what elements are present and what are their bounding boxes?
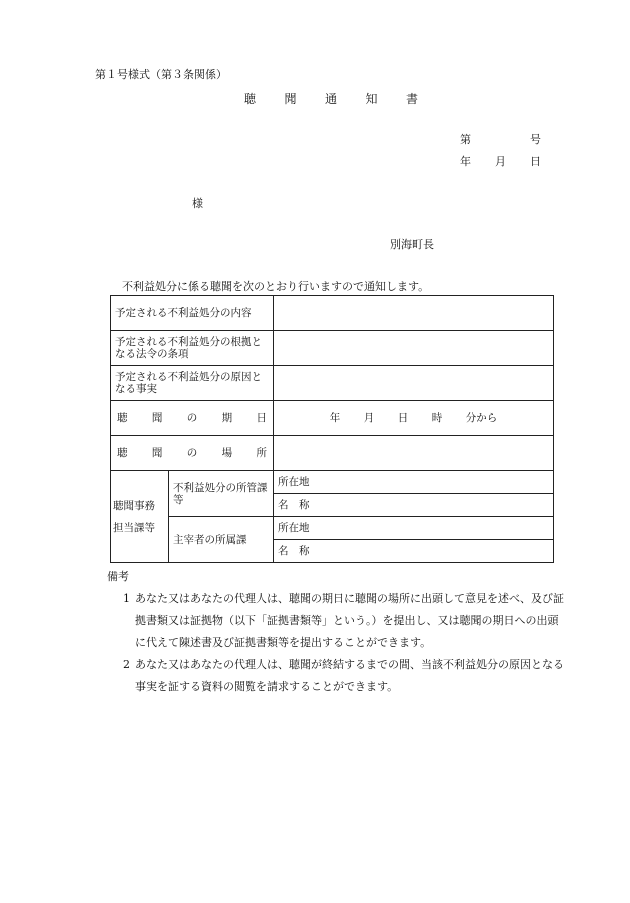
legal-basis-field[interactable] xyxy=(274,331,554,366)
office-label-line: 聴聞事務 xyxy=(113,499,155,512)
number-prefix: 第 xyxy=(460,133,471,146)
row-label: 予定される不利益処分の根拠となる法令の条項 xyxy=(111,331,274,366)
table-row xyxy=(111,517,554,540)
hearing-date-field[interactable] xyxy=(274,401,554,436)
date-year: 年 xyxy=(460,155,471,168)
reference-number xyxy=(460,131,541,147)
notes-section xyxy=(95,566,565,698)
date-month: 月 xyxy=(495,155,506,168)
label-char: の xyxy=(186,412,198,424)
title-char: 聞 xyxy=(284,92,297,106)
row-label xyxy=(111,401,274,436)
issue-date xyxy=(460,153,541,169)
title-char: 聴 xyxy=(244,92,257,106)
note-number: 2 xyxy=(123,658,130,671)
table-row xyxy=(111,366,554,401)
table-row xyxy=(111,296,554,331)
date-day: 日 xyxy=(530,155,541,168)
label-char: 聞 xyxy=(151,447,163,459)
title-char: 通 xyxy=(324,92,337,106)
field-location: 所在地 xyxy=(274,471,554,494)
date-part: 年 xyxy=(329,412,341,424)
form-number: 第１号様式（第３条関係） xyxy=(95,68,227,81)
label-char: 期 xyxy=(221,412,233,424)
label-char: 日 xyxy=(256,412,267,424)
office-sub-label: 不利益処分の所管課等 xyxy=(169,471,274,517)
table-row xyxy=(111,436,554,471)
field-name: 名 称 xyxy=(274,494,554,517)
label-char: 所 xyxy=(256,447,267,459)
title-char: 知 xyxy=(365,92,378,106)
label-char: 聴 xyxy=(117,447,128,459)
office-label-line: 担当課等 xyxy=(113,521,155,534)
date-part: 日 xyxy=(397,412,409,424)
table-row xyxy=(111,331,554,366)
office-label xyxy=(111,471,169,563)
cause-facts-field[interactable] xyxy=(274,366,554,401)
notes-heading: 備考 xyxy=(107,570,129,583)
row-label xyxy=(111,436,274,471)
hearing-details-table xyxy=(110,295,554,563)
row-label: 予定される不利益処分の原因となる事実 xyxy=(111,366,274,401)
sender: 別海町長 xyxy=(390,238,434,251)
label-char: 聞 xyxy=(151,412,163,424)
label-char: 場 xyxy=(221,447,233,459)
note-item xyxy=(95,588,565,654)
intro-text: 不利益処分に係る聴聞を次のとおり行いますので通知します。 xyxy=(122,280,430,293)
title-char: 書 xyxy=(405,92,418,106)
label-char: 聴 xyxy=(117,412,128,424)
note-text: あなた又はあなたの代理人は、聴聞が終結するまでの間、当該不利益処分の原因となる事実を証する資料の閲覧を請求することができます。 xyxy=(135,658,564,693)
number-suffix: 号 xyxy=(530,133,541,146)
label-char: の xyxy=(186,447,198,459)
date-part: 分から xyxy=(465,412,498,424)
date-part: 月 xyxy=(363,412,375,424)
disposition-content-field[interactable] xyxy=(274,296,554,331)
table-row xyxy=(111,401,554,436)
field-name: 名 称 xyxy=(274,540,554,563)
addressee-suffix: 様 xyxy=(192,197,203,210)
note-item xyxy=(95,654,565,698)
table-row xyxy=(111,471,554,494)
office-sub-label: 主宰者の所属課 xyxy=(169,517,274,563)
note-text: あなた又はあなたの代理人は、聴聞の期日に聴聞の場所に出頭して意見を述べ、及び証拠書類又は証拠物（以下「証拠書類等」という。）を提出し、又は聴聞の期日への出頭に代えて陳述書及び証拠書類等を提出することができます。 xyxy=(135,592,564,649)
note-number: 1 xyxy=(123,592,130,605)
hearing-place-field[interactable] xyxy=(274,436,554,471)
document-title xyxy=(244,90,418,107)
field-location: 所在地 xyxy=(274,517,554,540)
row-label: 予定される不利益処分の内容 xyxy=(111,296,274,331)
date-part: 時 xyxy=(431,412,443,424)
